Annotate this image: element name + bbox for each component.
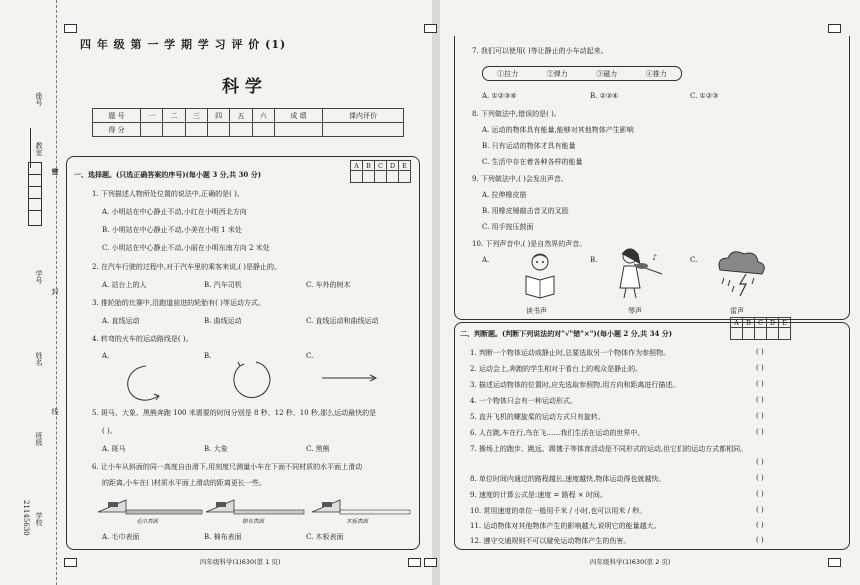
option[interactable]: C. 车外的树木 <box>306 281 351 289</box>
grade-box[interactable] <box>399 171 411 183</box>
seal-mark: 密 <box>51 168 60 175</box>
corner-marker <box>408 558 421 567</box>
force-option: ①拉力 <box>497 69 519 78</box>
class-label: 班级 <box>35 432 43 446</box>
exam-title: 四 年 级 第 一 学 期 学 习 评 价 (1) <box>80 38 287 51</box>
grade-box[interactable] <box>387 171 399 183</box>
force-option: ④推力 <box>645 69 667 78</box>
option[interactable]: A. 拉伸橡皮筋 <box>482 191 527 199</box>
ramp-label: 棉布表面 <box>242 519 265 525</box>
score-header-cell: 三 <box>185 109 207 123</box>
grade-box[interactable] <box>767 328 779 340</box>
score-cell[interactable] <box>274 123 322 137</box>
option[interactable]: A. 斑马 <box>102 445 126 453</box>
id-label: 学号 <box>35 270 43 284</box>
grade-box[interactable] <box>375 171 387 183</box>
option[interactable]: A. <box>102 352 110 360</box>
grade-box[interactable] <box>351 171 363 183</box>
score-header-cell: 成 绩 <box>274 109 322 123</box>
exam-page-2 <box>440 0 860 585</box>
score-cell[interactable] <box>141 123 163 137</box>
score-header-cell: 题 号 <box>93 109 141 123</box>
feng-mark: 封 <box>51 288 59 295</box>
grade-letter: D <box>387 161 399 171</box>
exam-code: 21145630 <box>22 500 30 536</box>
option[interactable]: C. 小明站在中心静止不动,小丽在小明东南方向 2 米处 <box>102 244 270 252</box>
grade-letter: C <box>755 318 767 328</box>
option[interactable]: B. 只有运动的物体才具有能量 <box>482 142 576 150</box>
subject-title: 科 学 <box>222 77 262 97</box>
section-2-heading: 二、判断题。(判断下列说法的对"√"错"×")(每小题 2 分,共 34 分) <box>460 329 673 338</box>
page-footer: 四年级科学(1)630(第 1 页) <box>200 558 281 566</box>
answer-paren[interactable]: ( ) <box>756 380 764 388</box>
grade-box[interactable] <box>755 328 767 340</box>
seat-label: 座号 <box>35 92 43 106</box>
judge-item: 10. 常用速度的单位一般用千米 / 小时,也可以用米 / 秒。 <box>470 507 647 515</box>
option[interactable]: A. 运动的物体具有能量,能够对其他物体产生影响 <box>482 126 634 134</box>
option[interactable]: C. 直线运动和曲线运动 <box>306 317 379 325</box>
question-4: 4. 转弯的火车的运动路线是( )。 <box>92 335 193 343</box>
ramp-label: 毛巾表面 <box>136 519 159 525</box>
judge-item: 1. 判断一个物体运动或静止时,总要选取另一个物体作为参照物。 <box>470 349 671 357</box>
score-cell[interactable] <box>230 123 252 137</box>
page-footer: 四年级科学(1)630(第 2 页) <box>590 558 671 566</box>
question-5-answer: ( )。 <box>102 427 117 435</box>
option[interactable]: B. ②③④ <box>590 92 619 100</box>
question-5: 5. 斑马、大象、黑熊奔跑 100 米需要的时间分别是 8 秒、12 秒、10 秒,那么运动最快的是 <box>92 409 377 417</box>
judge-item: 8. 单位时间内通过的路程越长,速度越快,物体运动得也就越快。 <box>470 475 666 483</box>
section-1-heading: 一、选择题。(只选正确答案的序号)(每小题 3 分,共 30 分) <box>74 170 262 179</box>
sound-label: 读书声 <box>526 307 547 315</box>
option[interactable]: C. <box>690 256 698 264</box>
curve-path-icon <box>118 360 178 404</box>
grade-letter: C <box>375 161 387 171</box>
name-label: 姓名 <box>35 352 43 366</box>
option[interactable]: A. 小明站在中心静止不动,小红在小明西北方向 <box>102 208 247 216</box>
judge-item: 6. 人在跳,车在行,鸟在飞……我们生活在运动的世界中。 <box>470 429 645 437</box>
judge-item: 9. 速度的计算公式是:速度 = 路程 × 时间。 <box>470 491 607 499</box>
judge-item: 3. 描述运动物体的位置时,应先选取参照物,用方向和距离进行描述。 <box>470 381 680 389</box>
grade-box[interactable] <box>731 328 743 340</box>
option[interactable]: B. 小明站在中心静止不动,小美在小明 1 米处 <box>102 226 242 234</box>
score-cell[interactable] <box>323 123 404 137</box>
score-table <box>92 108 404 137</box>
corner-marker <box>64 24 77 33</box>
answer-paren[interactable]: ( ) <box>756 412 764 420</box>
question-6: 6. 让小车从斜面的同一高度自由滑下,用刻度尺测量小车在下面不同材质的水平面上滑动 <box>92 463 363 471</box>
answer-paren[interactable]: ( ) <box>756 364 764 372</box>
answer-paren[interactable]: ( ) <box>756 521 764 529</box>
force-option: ②弹力 <box>546 69 568 78</box>
question-10: 10. 下列声音中,( )是自然界的声音。 <box>472 240 587 248</box>
grade-letter: A <box>731 318 743 328</box>
score-cell[interactable] <box>185 123 207 137</box>
option[interactable]: B. 曲线运动 <box>204 317 242 325</box>
score-header-cell: 一 <box>141 109 163 123</box>
grade-letter: E <box>399 161 411 171</box>
score-header-cell: 四 <box>208 109 230 123</box>
judge-item: 12. 遵守交通规则不可以避免运动物体产生的伤害。 <box>470 537 631 545</box>
svg-text:♪: ♪ <box>652 253 658 262</box>
judge-item: 11. 运动物体对其他物体产生的影响越大,说明它的能量越大。 <box>470 522 661 530</box>
room-boxes <box>28 162 42 226</box>
score-row-label: 得 分 <box>93 123 141 137</box>
corner-marker <box>828 558 841 567</box>
question-6-cont: 的距离,小车在( )材质水平面上滑动的距离更长一些。 <box>102 479 266 487</box>
score-cell[interactable] <box>163 123 185 137</box>
abcde-grid <box>350 160 411 183</box>
option[interactable]: A. 站台上的人 <box>102 281 147 289</box>
corner-marker <box>828 24 841 33</box>
reading-child-icon <box>518 250 562 300</box>
option[interactable]: A. <box>482 256 490 264</box>
force-options-box <box>482 66 682 81</box>
answer-paren[interactable]: ( ) <box>756 396 764 404</box>
grade-box[interactable] <box>779 328 791 340</box>
question-7: 7. 我们可以使用( )等让静止的小车动起来。 <box>472 47 608 55</box>
option[interactable]: B. 大象 <box>204 445 228 453</box>
school-label: 学校 <box>35 512 43 526</box>
option[interactable]: C. 用手按压鼓面 <box>482 223 534 231</box>
answer-paren[interactable]: ( ) <box>756 428 764 436</box>
option[interactable]: C. 木板表面 <box>306 533 344 541</box>
option[interactable]: A. 直线运动 <box>102 317 140 325</box>
option[interactable]: C. 生活中存在着各种各样的能量 <box>482 158 583 166</box>
thunder-cloud-icon <box>710 248 770 300</box>
answer-paren[interactable]: ( ) <box>756 458 764 466</box>
straight-path-icon <box>320 372 380 384</box>
answer-paren[interactable]: ( ) <box>756 536 764 544</box>
grade-letter: E <box>779 318 791 328</box>
judge-item: 7. 操场上的跑步、跳远、踢毽子等体育活动是不同形式的运动,但它们的运动方式都相同。 <box>470 445 748 453</box>
score-header-cell: 六 <box>252 109 274 123</box>
option[interactable]: B. 棉布表面 <box>204 533 242 541</box>
option[interactable]: C. 黑熊 <box>306 445 330 453</box>
question-3: 3. 推轮胎的比赛中,沿跑道前进的轮胎有( )等运动方式。 <box>92 299 265 307</box>
force-option: ③磁力 <box>596 69 618 78</box>
question-8: 8. 下列做法中,错误的是( )。 <box>472 110 561 118</box>
corner-marker <box>424 558 437 567</box>
score-cell[interactable] <box>252 123 274 137</box>
ramp-label: 木板表面 <box>346 519 369 525</box>
score-header-cell: 二 <box>163 109 185 123</box>
line-mark: 线 <box>51 408 59 415</box>
grade-box[interactable] <box>363 171 375 183</box>
circle-path-icon <box>226 356 276 404</box>
answer-paren[interactable]: ( ) <box>756 490 764 498</box>
score-header-cell: 五 <box>230 109 252 123</box>
judge-item: 4. 一个物体只会有一种运动形式。 <box>470 397 577 405</box>
option[interactable]: C. ①②③ <box>690 92 719 100</box>
grade-letter: B <box>363 161 375 171</box>
option[interactable]: B. 用橡皮锤敲击音叉的叉股 <box>482 207 569 215</box>
option[interactable]: A. ①②③④ <box>482 92 517 100</box>
option[interactable]: B. 汽车司机 <box>204 281 242 289</box>
sound-label: 琴声 <box>628 307 642 315</box>
grade-letter: D <box>767 318 779 328</box>
sound-label: 雷声 <box>730 307 744 315</box>
score-header-cell: 课内评价 <box>323 109 404 123</box>
option[interactable]: C. <box>306 352 314 360</box>
corner-marker <box>424 24 437 33</box>
option[interactable]: B. <box>204 352 212 360</box>
judge-item: 2. 运动会上,奔跑的学生相对于看台上的观众是静止的。 <box>470 365 643 373</box>
question-1: 1. 下列描述人物所处位置的说法中,正确的是( )。 <box>92 190 244 198</box>
question-9: 9. 下列做法中,( )会发出声音。 <box>472 175 568 183</box>
room-label: 教室 <box>35 142 43 156</box>
grade-box[interactable] <box>743 328 755 340</box>
option[interactable]: B. <box>590 256 598 264</box>
violin-girl-icon <box>608 244 668 300</box>
score-cell[interactable] <box>208 123 230 137</box>
question-2: 2. 在汽车行驶的过程中,对于汽车里的乘客来说,( )是静止的。 <box>92 263 282 271</box>
answer-paren[interactable]: ( ) <box>756 506 764 514</box>
judge-item: 5. 直升飞机的螺旋桨的运动方式只有旋转。 <box>470 413 605 421</box>
grade-letter: B <box>743 318 755 328</box>
corner-marker <box>64 558 77 567</box>
grade-letter: A <box>351 161 363 171</box>
option[interactable]: A. 毛巾表面 <box>102 533 140 541</box>
answer-paren[interactable]: ( ) <box>756 348 764 356</box>
answer-paren[interactable]: ( ) <box>756 474 764 482</box>
abcde-grid <box>730 317 791 340</box>
